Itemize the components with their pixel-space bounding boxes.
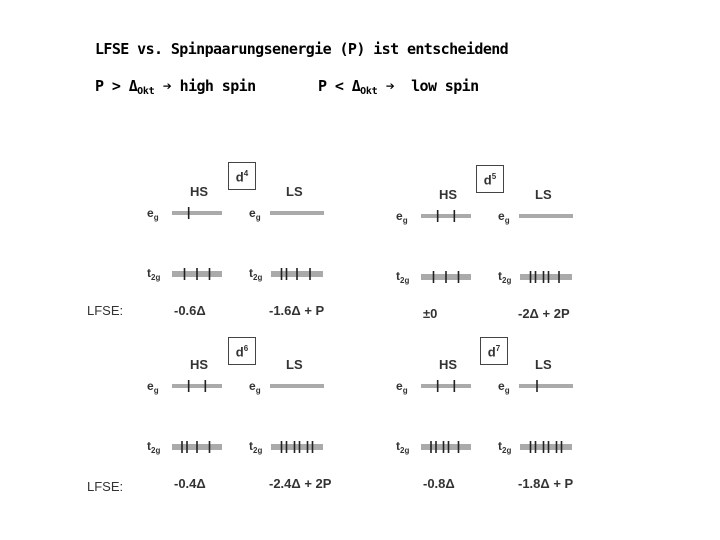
ls-lfse-value: -1.6Δ + P	[269, 303, 325, 318]
eg-label-ls: $e_g$	[249, 206, 261, 222]
t2g-label-ls: $t_{2g}$	[498, 439, 512, 455]
hs-t2g-level	[172, 437, 222, 457]
hs-eg-level	[172, 203, 222, 223]
eg-label-ls: $e_g$	[249, 379, 261, 395]
ls-eg-level	[519, 376, 573, 396]
ls-t2g-level	[271, 264, 323, 284]
high-spin-label: HS	[190, 184, 209, 199]
t2g-label-ls: $t_{2g}$	[249, 266, 263, 282]
d-electron-count-box: $d^4$	[228, 162, 256, 190]
t2g-label-hs: $t_{2g}$	[396, 439, 410, 455]
high-spin-condition: $P > \Delta_{Okt}$ ➔ high spin	[95, 77, 256, 97]
ls-eg-level	[270, 203, 324, 223]
ls-lfse-value: -2Δ + 2P	[518, 306, 570, 321]
hs-eg-level	[421, 206, 471, 226]
t2g-label-ls: $t_{2g}$	[249, 439, 263, 455]
hs-eg-level	[172, 376, 222, 396]
low-spin-condition: $P < \Delta_{Okt}$ ➔ low spin	[318, 77, 479, 97]
hs-t2g-level	[421, 267, 471, 287]
eg-label-ls: $e_g$	[498, 209, 510, 225]
d-electron-count-box: $d^6$	[228, 337, 256, 365]
arrow-icon: ➔	[162, 77, 172, 95]
hs-t2g-level	[172, 264, 222, 284]
low-spin-label: LS	[286, 357, 303, 372]
low-spin-label: LS	[535, 357, 552, 372]
ls-lfse-value: -2.4Δ + 2P	[269, 476, 332, 491]
hs-eg-level	[421, 376, 471, 396]
t2g-label-hs: $t_{2g}$	[396, 269, 410, 285]
ls-eg-level	[270, 376, 324, 396]
hs-lfse-value: -0.4Δ	[174, 476, 206, 491]
ls-t2g-level	[271, 437, 323, 457]
arrow-icon: ➔	[385, 77, 395, 95]
high-spin-label: HS	[439, 357, 458, 372]
t2g-label-hs: $t_{2g}$	[147, 439, 161, 455]
hs-t2g-level	[421, 437, 471, 457]
eg-label-ls: $e_g$	[498, 379, 510, 395]
ls-lfse-value: -1.8Δ + P	[518, 476, 574, 491]
hs-lfse-value: -0.6Δ	[174, 303, 206, 318]
lfse-caption-top: LFSE:	[87, 303, 124, 318]
ls-t2g-level	[520, 437, 572, 457]
low-spin-label: LS	[535, 187, 552, 202]
high-spin-label: HS	[439, 187, 458, 202]
d-electron-count-box: $d^5$	[476, 165, 504, 193]
low-spin-label: LS	[286, 184, 303, 199]
ls-t2g-level	[520, 267, 572, 287]
page-title: LFSE vs. Spinpaarungsenergie (P) ist entscheidend	[95, 40, 509, 58]
hs-lfse-value: ±0	[423, 306, 438, 321]
eg-label-hs: $e_g$	[396, 379, 408, 395]
high-spin-label: HS	[190, 357, 209, 372]
eg-label-hs: $e_g$	[396, 209, 408, 225]
eg-label-hs: $e_g$	[147, 379, 159, 395]
ls-eg-level	[519, 206, 573, 226]
lfse-caption-bottom: LFSE:	[87, 479, 124, 494]
t2g-label-hs: $t_{2g}$	[147, 266, 161, 282]
hs-lfse-value: -0.8Δ	[423, 476, 455, 491]
t2g-label-ls: $t_{2g}$	[498, 269, 512, 285]
d-electron-count-box: $d^7$	[480, 337, 508, 365]
eg-label-hs: $e_g$	[147, 206, 159, 222]
